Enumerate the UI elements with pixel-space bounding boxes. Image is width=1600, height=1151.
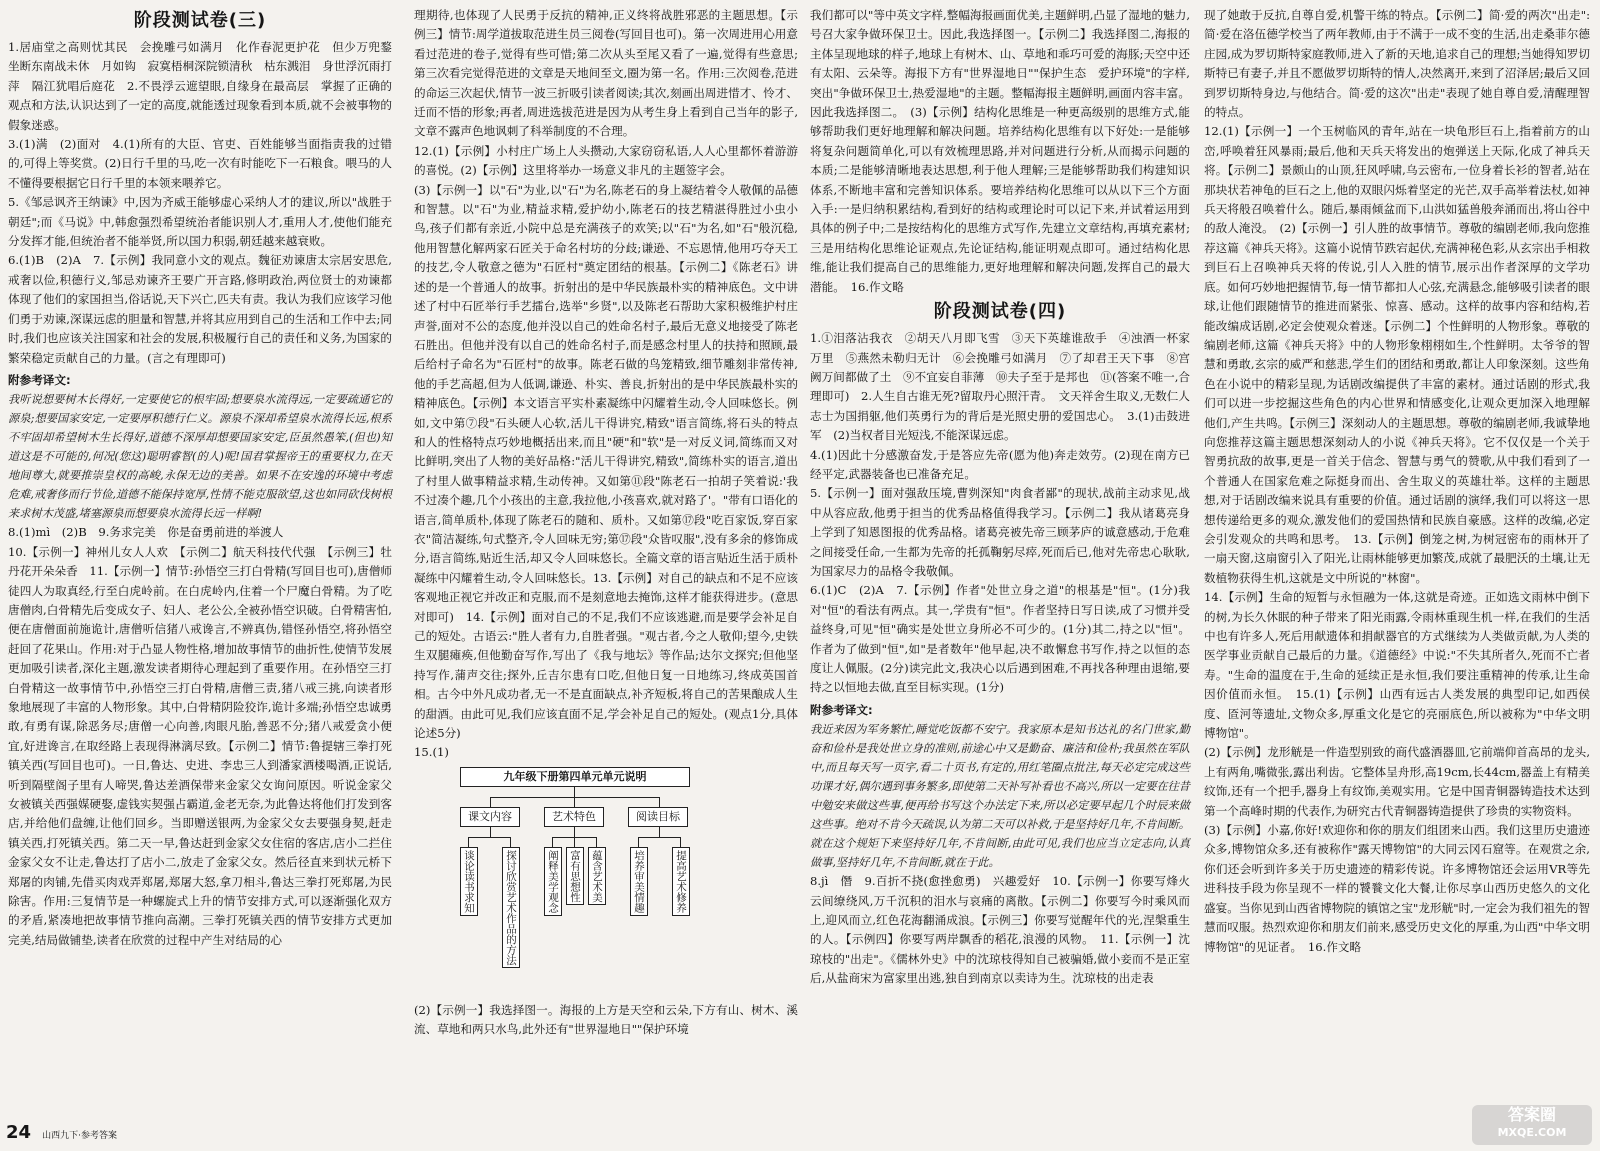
diagram-leaf: 蕴含艺术美	[588, 847, 606, 906]
answer-paragraph: 理期待,也体现了人民勇于反抗的精神,正义终将战胜邪恶的主题思想。【示例三】情节:周学道拔取范进生员三阅卷(写回目也可)。第一次周进用心用意看过范进的卷子,觉得有些可惜;第二次从头至尾又看了一遍,觉得有些意思;第三次看完觉得范进的文章是天地间至文,圈为第一名。作用:三次阅卷,范进的命运三次起伏,情节一波三折吸引读者阅读;其次,刻画出周进惜才、怜才、迁而不悟的形象;再者,周进选拔范进是因为从考生身上看到自己当年的影子,文章不露声色地讽刺了科举制度的不合理。	[414, 8, 798, 139]
answer-paragraph: 10.【示例一】神州儿女人人欢 【示例二】航天科技代代强 【示例三】牡丹花开朵朵香 11.【示例一】情节:孙悟空三打白骨精(写回目也可),唐僧师徒四人为取真经,行至白虎岭前。在白虎岭内,住着一个尸魔白骨精。为了吃唐僧肉,白骨精先后变成女子、妇人、老公公,全被孙悟空识破。白骨精害怕,便在唐僧面前施诡计,唐僧听信猪八戒谗言,不辨真伪,错怪孙悟空,将孙悟空赶回了花果山。作用:对于凸显人物性格,增加故事情节的曲折性,使情节发展更加吸引读者,深化主题,激发读者期待心理起到了重要作用。在孙悟空三打白骨精这一故事情节中,孙悟空三打白骨精,唐僧三责,猪八戒三挑,向读者形象地展现了丰富的人物形象。其中,白骨精阴险狡诈,诡计多端;孙悟空忠诚勇敢,有勇有谋,除恶务尽;唐僧一心向善,肉眼凡胎,善恶不分;猪八戒爱贪小便宜,好进谗言,在取经路上表现得淋漓尽致。【示例二】情节:鲁提辖三拳打死镇关西(写回目也可)。一日,鲁达、史进、李忠三人到潘家酒楼喝酒,正说话,听到隔壁阁子里有人啼哭,鲁达差酒保带来金家父女询问原因。听说金家父女被镇关西强媒硬娶,虚钱实契强占霸道,金老无奈,为此鲁达将他们打发到客店,并给他们盘缠,让他们回乡。当即赠送银两,为金家父女去要强身契,赶走镇关西,打死镇关西。第二天一早,鲁达赶到金家父女住宿的客店,店小二拦住金家父女不让走,鲁达打了店小二,放走了金家父女。然后径直来到状元桥下郑屠的肉铺,先借买肉戏弄郑屠,郑屠大怒,拿刀相斗,鲁达三拳打死郑屠,为民除害。作用:三复情节是一种螺旋式上升的情节安排方式,可以逐渐强化双方的矛盾,紧凑地把故事情节推向高潮。三拳打死镇关西的情节安排方式更加完美,结局做铺垫,读者在欣赏的过程中产生对结局的心	[8, 544, 392, 947]
answer-paragraph: (2)【示例一】我选择图一。海报的上方是天空和云朵,下方有山、树木、溪流、草地和两只水鸟,此外还有"世界湿地日""保护环境	[414, 1002, 798, 1037]
unit-description-diagram	[460, 767, 690, 997]
answer-paragraph: 12.(1)【示例一】一个玉树临风的青年,站在一块龟形巨石上,指着前方的山峦,呼唤着狂风暴雨;最后,他和天兵天将发出的炮弹送上天际,化成了神兵天将。【示例二】景颇山的山顶,狂风呼啸,乌云密布,一位身着长衫的智者,站在那块状若神龟的巨石之上,他的双眼闪烁着坚定的光芒,双手高举着法杖,如神兵天将般召唤着什么。随后,暴雨倾盆而下,山洪如猛兽般奔涌而出,将山谷中的敌人淹没。 (2)【示例一】引人胜的故事情节。尊敬的编剧老师,我向您推荐这篇《神兵天将》。这篇小说情节跌宕起伏,充满神秘色彩,从玄宗出手相救到巨石上召唤神兵天将的传说,引人入胜的情节,展示出作者深厚的文学功底。如何巧妙地把握情节,每一情节都扣人心弦,充满悬念,能够吸引读者的眼球,让他们跟随情节的推进而紧张、惊喜、感动。这样的故事内容和结构,若能改编成话剧,必定会使观众着迷。【示例二】个性鲜明的人物形象。尊敬的编剧老师,这篇《神兵天将》中的人物形象栩栩如生,个性鲜明。太爷爷的智慧和勇敢,玄宗的威严和慈悲,学生们的团结和勇敢,都让人印象深刻。这些角色在小说中的精彩呈现,为话剧改编提供了丰富的素材。通过话剧的形式,我们可以进一步挖掘这些角色的内心世界和情感变化,让观众更加深入地理解他们,产生共鸣。【示例三】深刻动人的主题思想。尊敬的编剧老师,我诚挚地向您推荐这篇主题思想深刻动人的小说《神兵天将》。它不仅仅是一个关于智勇抗敌的故事,更是一首关于信念、智慧与勇气的赞歌,从中我们看到了一个普通人在国家危难之际挺身而出、舍生取义的英雄壮举。这样的主题思想,对于话剧改编来说具有重要的价值。通过话剧的演绎,我们可以将这一思想传递给更多的观众,激发他们的爱国热情和民族自豪感。这样的改编,必定会引发观众的共鸣和思考。 13.【示例】倒笼之树,为树冠密布的雨林开了一扇天窗,这扇窗引入了阳光,让雨林能够更加繁茂,成就了最肥沃的土壤,让无数植物获得生机,这就是文中所说的"林窗"。	[1204, 124, 1590, 585]
diagram-leaf: 提高艺术修养	[672, 847, 690, 916]
page-number: 24	[6, 1122, 32, 1143]
watermark-line2: MXQE.COM	[1497, 1126, 1567, 1139]
answer-paragraph: (3)【示例】小嘉,你好!欢迎你和你的朋友们组团来山西。我们这里历史遗迹众多,博物馆众多,还有被称作"露天博物馆"的大同云冈石窟等。在观赏之余,你们还会听到许多关于历史遗迹的精彩传说。许多博物馆还会运用VR等先进科技手段为你呈现不一样的饕餮文化大餐,让你尽享山西历史悠久的文化盛宴。当你见到山西省博物院的镇馆之宝"龙形觥"时,一定会为我们祖先的智慧而叹服。热烈欢迎你和朋友们前来,感受历史文化的厚重,为山西"中华文明博物馆"的见证者。 16.作文略	[1204, 823, 1590, 954]
column-2	[414, 6, 798, 1040]
footer-caption: 山西九下·参考答案	[42, 1131, 118, 1141]
answer-paragraph: 现了她敢于反抗,自尊自爱,机警干练的特点。【示例二】简·爱的两次"出走":简·爱在洛伍德学校当了两年教师,由于不满于一成不变的生活,出走桑菲尔德庄园,成为罗切斯特家庭教师,进入了新的天地,追求自己的理想;当她得知罗切斯特已有妻子,并且不愿做罗切斯特的情人,决然离开,来到了沼泽居;最后又回到罗切斯特身边,与他结合。简·爱的这次"出走"表现了她自尊自爱,清醒理智的特点。	[1204, 8, 1590, 120]
diagram-node-content: 课文内容	[460, 807, 520, 827]
translation-label: 附参考译文:	[8, 372, 71, 387]
reference-translation: 我听说想要树木长得好,一定要使它的根牢固;想要泉水流得远,一定要疏通它的源泉;想要国家安定,一定要厚积德行仁义。源泉不深却希望泉水流得长远,根系不牢固却希望树木生长得好,道德不深厚却想要国家安定,臣虽然愚笨,(但也)知道这是不可能的,何况(您这)聪明睿智(的人)呢!国君掌握帝王的重要权力,在天地间尊大,就要推崇皇权的高峻,永保无边的美善。如果不在安逸的环境中考虑危难,戒奢侈而行节俭,道德不能保持宽厚,性情不能克服欲望,这也如同砍伐树根来求树木茂盛,堵塞源泉而想要泉水流得长远一样啊!	[8, 393, 392, 521]
answer-paragraph: 8.jì 僭 9.百折不挠(愈挫愈勇) 兴趣爱好 10.【示例一】你要写烽火云间缭绕风,万千沉积的泪水与哀痛的离散。【示例二】你要写今时乘风而上,迎风而立,红色花海翻涌成浪。【示例三】你要写觉醒年代的光,涅槃重生的人。【示例四】你要写两岸飘香的稻花,浪漫的风物。 11.【示例一】沈琼枝的"出走"。《儒林外史》中的沈琼枝得知自己被骗婚,做小妾而不是正室后,从盐商宋为富家里出逃,独自到南京以卖诗为生。沈琼枝的出走表	[810, 874, 1190, 986]
column-4	[1204, 6, 1590, 957]
answer-paragraph: (2)【示例】龙形觥是一件造型别致的商代盛酒器皿,它前端仰首高昂的龙头,上有两角,嘴微张,露出利齿。它整体呈舟形,高19cm,长44cm,器盖上有精美纹饰,还有一个把手,器身上有纹饰,美观实用。它是中国青铜器铸造技术达到第一个高峰时期的代表作,为研究古代青铜器铸造提供了珍贵的实物资料。	[1204, 745, 1590, 818]
reference-translation: 我近来因为军务繁忙,睡觉吃饭都不安宁。我家原本是知书达礼的名门世家,勤奋和俭朴是我处世立身的准则,前途心中又是勤奋、廉洁和俭朴;我虽然在军队中,而且每天写一页字,看二十页书,有定的,用红笔圈点批注,每天必定完成这些功课才好,偶尔遇到事务繁多,即使第二天补写补看也不高兴,所以一定要在往昔中勉安来做这些事,便再给书写这个办法定下来,所以必定要早起几个时辰来做这些事。绝对不肯今天疏误,认为第二天可以补救,于是坚持好几年,不肯间断。就在这个规矩下来坚持好几年,不肯间断,由此可见,我们也应当立定志向,认真做事,坚持好几年,不肯间断,就在于此。	[810, 723, 1190, 870]
diagram-leaf: 富有思想性	[566, 847, 584, 906]
diagram-leaf: 培养审美情趣	[630, 847, 648, 916]
question-15-label: 15.(1)	[414, 745, 449, 760]
answer-paragraph: 我们都可以"等中英文字样,整幅海报画面优美,主题鲜明,凸显了湿地的魅力,号召大家争做环保卫士。因此,我选择图一。【示例二】我选择图二,海报的主体呈现地球的样子,地球上有树木、山、草地和乖巧可爱的海豚;天空中还有太阳、云朵等。海报下方有"世界湿地日""保护生态 爱护环境"的字样,突出"争做环保卫士,热爱湿地"的主题。整幅海报主题鲜明,画面内容丰富。因此我选择图二。 (3)【示例】结构化思维是一种更高级别的思维方式,能够帮助我们更好地理解和解决问题。培养结构化思维有以下好处:一是能够将复杂问题简单化,可以有效梳理思路,并对问题进行分析,从而揭示问题的本质;二是能够清晰地表达思想,利于他人理解;三是能够帮助我们构建知识体系,不断地丰富和完善知识体系。要培养结构化思维可以从以下三个方面入手:一是归纳积累结构,看到好的结构或理论时可以记下来,并试着运用到具体的例子中;二是按结构化的思维方式写作,先建立文章结构,再填充素材;三是用结构化思维论证观点,先论证结构,能证明观点即可。通过结构化思维,能让我们提高自己的思维能力,更好地理解和解决问题,发挥自己的最大潜能。 16.作文略	[810, 8, 1190, 294]
answer-paragraph: 1.居庙堂之高则忧其民 会挽雕弓如满月 化作春泥更护花 但少万兜鍪 坐断东南战未休 月如钩 寂寞梧桐深院锁清秋 枯东溅泪 身世浮沉雨打萍 隔江犹唱后庭花 2.不畏浮云遮望眼,自缘身在最高层 掌握了正确的观点和方法,认识达到了一定的高度,就能透过现象看到本质,就不会被事物的假象迷惑。	[8, 40, 404, 132]
section-title-test-4: 阶段测试卷(四)	[933, 301, 1067, 323]
answer-paragraph: 6.(1)B (2)A 7.【示例】我同意小文的观点。魏征劝谏唐太宗居安思危,戒奢以俭,积德行义,邹忌劝谏齐王要广开言路,修明政治,两位贤士的劝谏都体现了他们的家国担当,俗话说,天下兴亡,匹夫有责。我认为我们应该学习他们勇于劝谏,深谋远虑的胆量和智慧,并将其应用到自己的生活和工作中去;同时,我们也应该关注国家和社会的发展,积极履行自己的责任和义务,为国家的繁荣稳定贡献自己的力量。(言之有理即可)	[8, 253, 392, 365]
diagram-leaf: 阐释美学观念	[544, 847, 562, 916]
watermark-line1: 答案圈	[1507, 1105, 1556, 1124]
answer-paragraph: 14.【示例】生命的短暂与永恒融为一体,这就是奇迹。正如选文雨林中倒下的树,为长久休眠的种子带来了阳光雨露,令雨林重现生机一样,在我们的生活中也有许多人,死后用献遗体和捐献器官的方式继续为人类做贡献,为人类的医学事业贡献自己最后的力量。《道德经》中说:"不失其所者久,死而不亡者寿。"生命的温度在于,生命的延续正是永恒,我们要注重精神的传承,让生命因价值而永恒。 15.(1)【示例】山西有远古人类发展的典型印记,如西侯度、匼河等遗址,文物众多,厚重文化是它的亮丽底色,所以被称为"中华文明博物馆"。	[1204, 590, 1590, 741]
answer-paragraph: 12.(1)【示例】小村庄广场上人头攒动,大家窃窃私语,人人心里都怀着游游的喜悦。(2)【示例】这里将举办一场意义非凡的主题签字会。	[414, 143, 798, 178]
diagram-node-art: 艺术特色	[544, 807, 604, 827]
diagram-root: 九年级下册第四单元单元说明	[460, 767, 690, 787]
translation-label: 附参考译文:	[810, 702, 873, 717]
page-footer	[6, 1122, 117, 1143]
answer-paragraph: 5.【示例一】面对强敌压境,曹刿深知"肉食者鄙"的现状,战前主动求见,战中从容应敌,他勇于担当的优秀品格值得我学习。【示例二】我从诸葛亮身上学到了知恩图报的优秀品格。诸葛亮被先帝三顾茅庐的诚意感动,于危难之间接受任命,一生都为先帝的托孤鞠躬尽瘁,死而后已,他对先帝忠心耿耿,为国家尽力的品格令我敬佩。	[810, 486, 1190, 578]
watermark-logo	[1472, 1105, 1592, 1145]
answer-paragraph: 4.(1)因此十分感激奋发,于是答应先帝(愿为他)奔走效劳。(2)现在南方已经平定,武器装备也已准备充足。	[810, 447, 1190, 481]
answer-paragraph: 5.《邹忌讽齐王纳谏》中,因为齐威王能够虚心采纳人才的建议,所以"战胜于朝廷";而《马说》中,韩愈强烈希望统治者能识别人才,重用人才,使他们能充分发挥才能,但统治者不能举贤,所以国力积弱,朝廷越来越衰败。	[8, 195, 392, 249]
diagram-leaf: 谈论读书求知	[460, 847, 478, 916]
column-3	[810, 6, 1190, 989]
diagram-node-goal: 阅读目标	[628, 807, 688, 827]
answer-paragraph: 1.①泪落沾我衣 ②胡天八月即飞雪 ③天下英雄谁敌手 ④浊酒一杯家万里 ⑤燕然未勒归无计 ⑥会挽雕弓如满月 ⑦了却君王天下事 ⑧宫阙万间都做了土 ⑨不宜妄自菲薄 ⑩夫子至于是邦也 ⑪(答案不唯一,合理即可) 2.人生自古谁无死?留取丹心照汗青。 文天祥舍生取义,无数仁人志士为国捐躯,他们英勇行为的背后是光照史册的爱国忠心。 3.(1)击鼓进军 (2)当权者目光短浅,不能深谋远虑。	[810, 331, 1190, 443]
answer-paragraph: (3)【示例一】以"石"为业,以"石"为名,陈老石的身上凝结着令人敬佩的品德和智慧。以"石"为业,精益求精,爱护幼小,陈老石的技艺精湛得胜过小虫小鸟,孩子们都有亲近,小院中总是充满孩子的欢笑;以"石"为名,如"石"般沉稳,他用智慧化解两家石匠关于命名村坊的分歧;谦逊、不忘恩情,他用巧夺天工的技艺,令人敬意之德为"石匠村"奠定团结的根基。【示例二】《陈老石》讲述的是一个普通人的故事。折射出的是中华民族最朴实的精神底色。文中讲述了村中石匠举行手艺擂台,选举"乡贤",以及陈老石帮助大家积极维护村庄声誉,面对不公的态度,他并没以自己的姓命名村子,最后无意义地接受了陈老石胜出。但他并没有以自己的姓命名村子,而是感念村里人的扶持和照顾,最后给村子命名为"石匠村"的故事。陈老石做的鸟笼精致,细节雕刻非常传神,他的手艺高超,但为人低调,谦逊、朴实、善良,折射出的是中华民族最朴实的精神底色。【示例】本文语言平实朴素凝练中闪耀着生动,令人回味悠长。例如,文中第⑦段"石头硬人心软,活儿干得讲究,精致"语言简练,将石头的特点和人的性格特点巧妙地概括出来,而且"硬"和"软"是一对反义词,简练而又对比鲜明,突出了人物的美好品格:"活儿干得讲究,精致",简练朴实的语言,道出了村里人做事精益求精,生动传神。又如第⑪段"陈老石一拍胡子笑着说:'我不过凑个趣,几个小孩出的主意,我拉他,小孩喜欢,就对路了'。"带有口语化的语言,简单质朴,体现了陈老石的随和、质朴。又如第⑰段"吃百家饭,穿百家衣"简洁凝练,句式整齐,令人回味无穷;第⑰段"众皆叹服",没有多余的修饰成分,语言简练,贴近生活,却又令人回味悠长。全篇文章的语言贴近生活于质朴凝练中闪耀着生动,令人回味悠长。13.【示例】对自己的缺点和不足不应该客观地正视它并改正和克服,而不是刻意地去掩饰,这样才能获得进步。(意思对即可) 14.【示例】面对自己的不足,我们不应该逃避,而是要学会补足自己的短处。古语云:"胜人者有力,自胜者强。"观古者,今之人敬仰;望今,史铁生双腿瘫痪,但他勤奋写作,写出了《我与地坛》等作品;达尔文探究;但他坚持写作,蒲声交往;探外,丘吉尔患有口吃,但他日复一日地练习,终成英国首相。古今中外凡成功者,无一不是直面缺点,补齐短板,将自己的苦果酿成人生的甜酒。由此可见,我们应该直面不足,学会补足自己的短处。(观点1分,具体论述5分)	[414, 182, 798, 741]
answer-paragraph: 6.(1)C (2)A 7.【示例】作者"处世立身之道"的根基是"恒"。(1分)我对"恒"的看法有两点。其一,学贵有"恒"。作者坚持日写日读,成了习惯并受益终身,可见"恒"确实是处世立身所必不可少的。(1分)其二,持之以"恒"。作者为了做到"恒",如"是者数年"他早起,决不敢懈怠书写作,持之以恒的态度让人佩服。(2分)读完此文,我决心以后遇到困难,不再找各种理由退缩,要持之以恒地去做,直至目标实现。(1分)	[810, 583, 1190, 695]
section-title-test-3: 阶段测试卷(三)	[133, 10, 267, 31]
diagram-leaf: 探讨欣赏艺术作品的方法	[502, 847, 520, 969]
answer-paragraph: 8.(1)mì (2)B 9.务求完美 你是奋勇前进的举渡人	[8, 525, 284, 540]
column-1	[8, 6, 404, 950]
answer-paragraph: 3.(1)满 (2)面对 4.(1)所有的大臣、官吏、百姓能够当面指责我的过错的,可得上等奖赏。(2)日行千里的马,吃一次有时能吃下一石粮食。喂马的人不懂得要根据它日行千里的本领来喂养它。	[8, 137, 392, 190]
